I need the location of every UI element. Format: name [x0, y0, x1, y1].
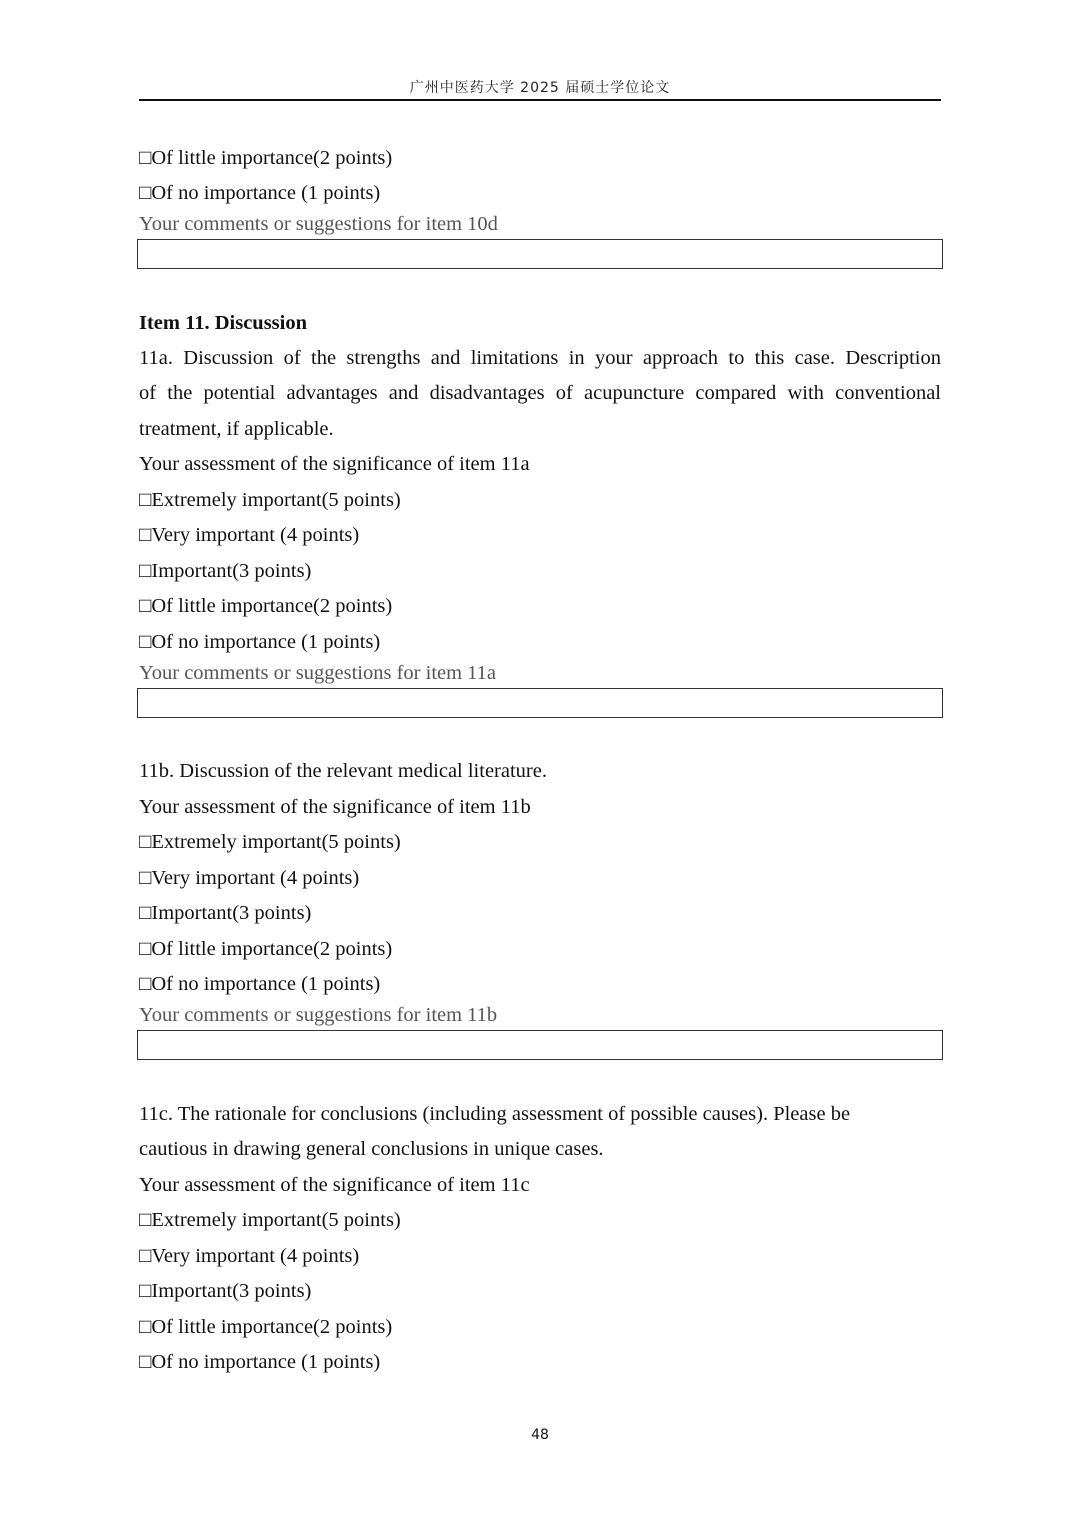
item-text: cautious in drawing general conclusions in unique cases.: [139, 1138, 604, 1160]
option-checkbox[interactable]: □Extremely important(5 points): [139, 1209, 401, 1231]
option-checkbox[interactable]: □Important(3 points): [139, 560, 312, 582]
option-checkbox[interactable]: □Of little importance(2 points): [139, 938, 393, 960]
assessment-label: Your assessment of the significance of item 11a: [139, 453, 530, 475]
item-text: 11a. Discussion of the strengths and limitations in your approach to this case. Description: [139, 347, 941, 369]
option-checkbox[interactable]: □Extremely important(5 points): [139, 831, 401, 853]
section-heading: Item 11. Discussion: [139, 312, 308, 334]
comments-input-10d[interactable]: [137, 239, 943, 269]
page-number: 48: [531, 1427, 549, 1443]
header-rule: [139, 99, 941, 101]
option-checkbox[interactable]: □Of no importance (1 points): [139, 182, 381, 204]
option-checkbox[interactable]: □Of little importance(2 points): [139, 595, 393, 617]
item-text: 11b. Discussion of the relevant medical literature.: [139, 760, 547, 782]
running-header: 广州中医药大学 2025 届硕士学位论文: [409, 80, 671, 96]
option-checkbox[interactable]: □Of no importance (1 points): [139, 1351, 381, 1373]
comments-label: Your comments or suggestions for item 11b: [139, 1004, 498, 1026]
assessment-label: Your assessment of the significance of item 11b: [139, 796, 531, 818]
option-checkbox[interactable]: □Very important (4 points): [139, 1245, 360, 1267]
comments-input-11b[interactable]: [137, 1030, 943, 1060]
item-text: 11c. The rationale for conclusions (including assessment of possible causes). Please be: [139, 1103, 851, 1125]
option-checkbox[interactable]: □Of no importance (1 points): [139, 973, 381, 995]
item-text: of the potential advantages and disadvantages of acupuncture compared with conventional: [139, 382, 941, 404]
option-checkbox[interactable]: □Important(3 points): [139, 902, 312, 924]
comments-label: Your comments or suggestions for item 10d: [139, 213, 498, 235]
comments-label: Your comments or suggestions for item 11a: [139, 662, 497, 684]
option-checkbox[interactable]: □Very important (4 points): [139, 867, 360, 889]
option-checkbox[interactable]: □Extremely important(5 points): [139, 489, 401, 511]
comments-input-11a[interactable]: [137, 688, 943, 718]
item-text: treatment, if applicable.: [139, 418, 334, 440]
assessment-label: Your assessment of the significance of item 11c: [139, 1174, 530, 1196]
option-checkbox[interactable]: □Of little importance(2 points): [139, 1316, 393, 1338]
option-checkbox[interactable]: □Of no importance (1 points): [139, 631, 381, 653]
option-checkbox[interactable]: □Of little importance(2 points): [139, 147, 393, 169]
option-checkbox[interactable]: □Very important (4 points): [139, 524, 360, 546]
option-checkbox[interactable]: □Important(3 points): [139, 1280, 312, 1302]
